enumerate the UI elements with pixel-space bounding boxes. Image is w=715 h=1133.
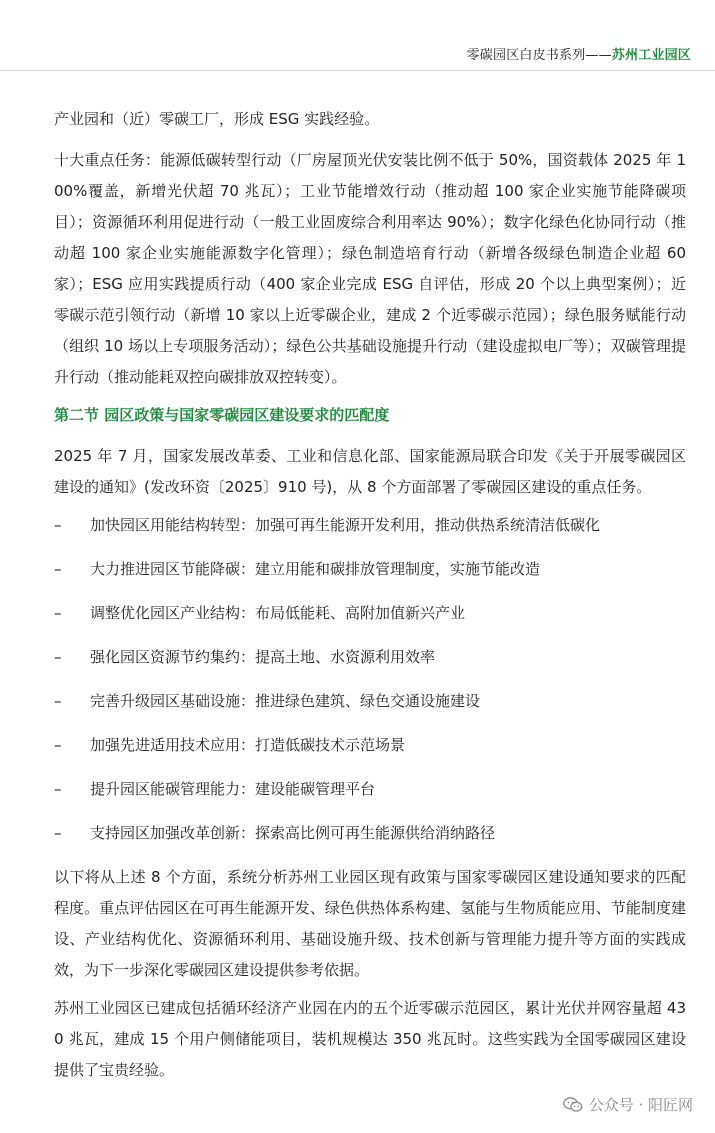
list-item-text: 加快园区用能结构转型：加强可再生能源开发利用，推动供热系统清洁低碳化 [90, 516, 601, 534]
bullet-dash: – [54, 824, 62, 842]
list-item [54, 554, 686, 585]
list-item [54, 774, 686, 805]
list-item-text: 支持园区加强改革创新：探索高比例可再生能源供给消纳路径 [90, 824, 496, 842]
page-header [467, 44, 691, 63]
bullet-dash: – [54, 516, 62, 534]
paragraph-summary: 苏州工业园区已建成包括循环经济产业园在内的五个近零碳示范园区，累计光伏并网容量超 430 兆瓦，建成 15 个用户侧储能项目，装机规模达 350 兆瓦时。这些实践为全国零碳园区建设提供了宝贵经验。 [54, 999, 686, 1079]
header-series: 零碳园区白皮书系列—— [466, 48, 612, 63]
section-title: 第二节 园区政策与国家零碳园区建设要求的匹配度 [54, 406, 390, 424]
header-divider [0, 70, 715, 71]
list-item [54, 598, 686, 629]
paragraph-analysis: 以下将从上述 8 个方面，系统分析苏州工业园区现有政策与国家零碳园区建设通知要求的匹配程度。重点评估园区在可再生能源开发、绿色供热体系构建、氢能与生物质能应用、节能制度建设、产业结构优化、资源循环利用、基础设施升级、技术创新与管理能力提升等方面的实践成效，为下一步深化零碳园区建设提供参考依据。 [54, 868, 686, 979]
paragraph-notice: 2025 年 7 月，国家发展改革委、工业和信息化部、国家能源局联合印发《关于开展零碳园区建设的通知》(发改环资〔2025〕910 号)，从 8 个方面部署了零碳园区建设的重点任务。 [54, 447, 686, 496]
list-item [54, 642, 686, 673]
list-item [54, 686, 686, 717]
watermark [563, 1094, 693, 1115]
list-item [54, 510, 686, 541]
bullet-dash: – [54, 692, 62, 710]
header-brand: 苏州工业园区 [611, 48, 691, 63]
bullet-dash: – [54, 560, 62, 578]
paragraph-intro: 产业园和（近）零碳工厂，形成 ESG 实践经验。 [54, 110, 380, 128]
list-item [54, 730, 686, 761]
bullet-dash: – [54, 648, 62, 666]
list-item-text: 调整优化园区产业结构：布局低能耗、高附加值新兴产业 [90, 604, 466, 622]
list-item [54, 818, 686, 849]
wechat-icon [563, 1096, 583, 1114]
bullet-dash: – [54, 604, 62, 622]
document-body [54, 104, 686, 1093]
bullet-dash: – [54, 736, 62, 754]
list-item-text: 提升园区能碳管理能力：建设能碳管理平台 [90, 780, 376, 798]
bullet-dash: – [54, 780, 62, 798]
list-item-text: 完善升级园区基础设施：推进绿色建筑、绿色交通设施建设 [90, 692, 481, 710]
paragraph-ten-tasks: 十大重点任务：能源低碳转型行动（厂房屋顶光伏安装比例不低于 50%，国资载体 2025 年 100%覆盖，新增光伏超 70 兆瓦）；工业节能增效行动（推动超 100 家企业实施节能降碳项目）；资源循环利用促进行动（一般工业固废综合利用率达 90%）；数字化绿色化协同行动（推动超 100 家企业实施能源数字化管理）；绿色制造培育行动（新增各级绿色制造企业超 60 家）；ESG 应用实践提质行动（400 家企业完成 ESG 自评估，形成 20 个以上典型案例）；近零碳示范引领行动（新增 10 家以上近零碳企业，建成 2 个近零碳示范园）；绿色服务赋能行动（组织 10 场以上专项服务活动）；绿色公共基础设施提升行动（建设虚拟电厂等）；双碳管理提升行动（推动能耗双控向碳排放双控转变）。 [54, 151, 686, 386]
list-item-text: 大力推进园区节能降碳：建立用能和碳排放管理制度，实施节能改造 [90, 560, 541, 578]
list-item-text: 强化园区资源节约集约：提高土地、水资源利用效率 [90, 648, 436, 666]
task-list [54, 510, 686, 849]
watermark-text: 公众号 · 阳匠网 [588, 1096, 693, 1114]
list-item-text: 加强先进适用技术应用：打造低碳技术示范场景 [90, 736, 406, 754]
